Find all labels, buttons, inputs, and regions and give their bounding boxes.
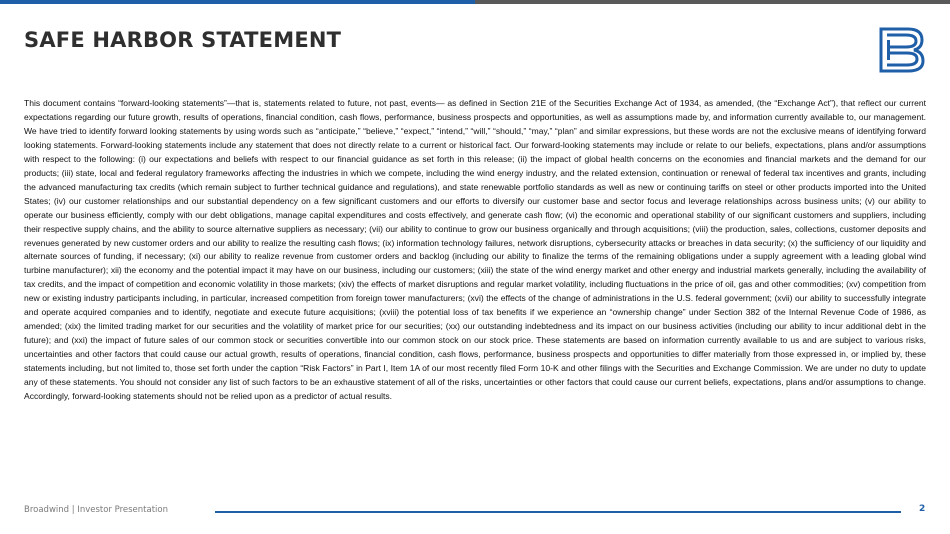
broadwind-logo-icon — [878, 26, 926, 74]
top-accent-bar — [0, 0, 475, 4]
page-number: 2 — [919, 504, 926, 514]
page-title: SAFE HARBOR STATEMENT — [24, 28, 342, 52]
footer-label: Broadwind | Investor Presentation — [24, 505, 169, 515]
footer-divider — [215, 511, 901, 513]
top-gray-bar — [475, 0, 950, 4]
safe-harbor-body: This document contains “forward-looking statements”—that is, statements related to future, not past, events— as defined in Section 21E of the Securities Exchange Act of 1934, as amended, (the “Exchange Act”), that reflect our current expectations regarding our future growth, results of operations, financial condition, cash flows, performance, business prospects and opportunities, as well as assumptions made by, and information currently available to, our management. We have tried to identify forward looking statements by using words such as “anticipate,” “believe,” “expect,” “intend,” “will,” “should,” “may,” “plan” and similar expressions, but these words are not the exclusive means of identifying forward looking statements. Forward-looking statements include any statement that does not directly relate to a current or historical fact. Our forward-looking statements may include or relate to our beliefs, expectations, plans and/or assumptions with respect to the following: (i) our expectations and beliefs with respect to our financial guidance as set forth in this release; (ii) the impact of global health concerns on the economies and financial markets and the demand for our products; (iii) state, local and federal regulatory frameworks affecting the industries in which we compete, including the wind energy industry, and the related extension, continuation or renewal of federal tax incentives and grants, including the advanced manufacturing tax credits (which remain subject to further technical guidance and regulations), and state renewable portfolio standards as well as new or continuing tariffs on steel or other products imported into the United States; (iv) our customer relationships and our substantial dependency on a few significant customers and our efforts to diversify our customer base and sector focus and leverage relationships across business units; (v) our ability to operate our business efficiently, comply with our debt obligations, manage capital expenditures and costs effectively, and generate cash flow; (vi) the economic and operational stability of our significant customers and suppliers, including their respective supply chains, and the ability to source alternative suppliers as necessary; (vii) our ability to continue to grow our business organically and through acquisitions; (viii) the production, sales, collections, customer deposits and revenues generated by new customer orders and our ability to realize the resulting cash flows; (ix) information technology failures, network disruptions, cybersecurity attacks or breaches in data security; (x) the sufficiency of our liquidity and alternate sources of funding, if necessary; (xi) our ability to realize revenue from customer orders and backlog (including our ability to finalize the terms of the remaining obligations under a supply agreement with a leading global wind turbine manufacturer); xii) the economy and the potential impact it may have on our business, including our customers; (xiii) the state of the wind energy market and other energy and industrial markets generally, including the availability of tax credits, and the impact of competition and economic volatility in those markets; (xiv) the effects of market disruptions and regular market volatility, including fluctuations in the price of oil, gas and other commodities; (xv) competition from new or existing industry participants including, in particular, increased competition from foreign tower manufacturers; (xvi) the effects of the change of administrations in the U.S. federal government; (xvii) our ability to successfully integrate and operate acquired companies and to identify, negotiate and execute future acquisitions; (xviii) the potential loss of tax benefits if we experience an “ownership change” under Section 382 of the Internal Revenue Code of 1986, as amended; (xix) the limited trading market for our securities and the volatility of market price for our securities; (xx) our outstanding indebtedness and its impact on our business activities (including our ability to incur additional debt in the future); and (xxi) the impact of future sales of our common stock or securities convertible into our common stock on our stock price. These statements are based on information currently available to us and are subject to various risks, uncertainties and other factors that could cause our actual growth, results of operations, financial condition, cash flows, performance, business prospects and opportunities to differ materially from those expressed in, or implied by, these statements including, but not limited to, those set forth under the caption “Risk Factors” in Part I, Item 1A of our most recently filed Form 10-K and other filings with the Securities and Exchange Commission. We are under no duty to update any of these statements. You should not consider any list of such factors to be an exhaustive statement of all of the risks, uncertainties or other factors that could cause our current beliefs, expectations, plans and/or assumptions to change. Accordingly, forward-looking statements should not be relied upon as a predictor of actual results. — [24, 98, 926, 402]
